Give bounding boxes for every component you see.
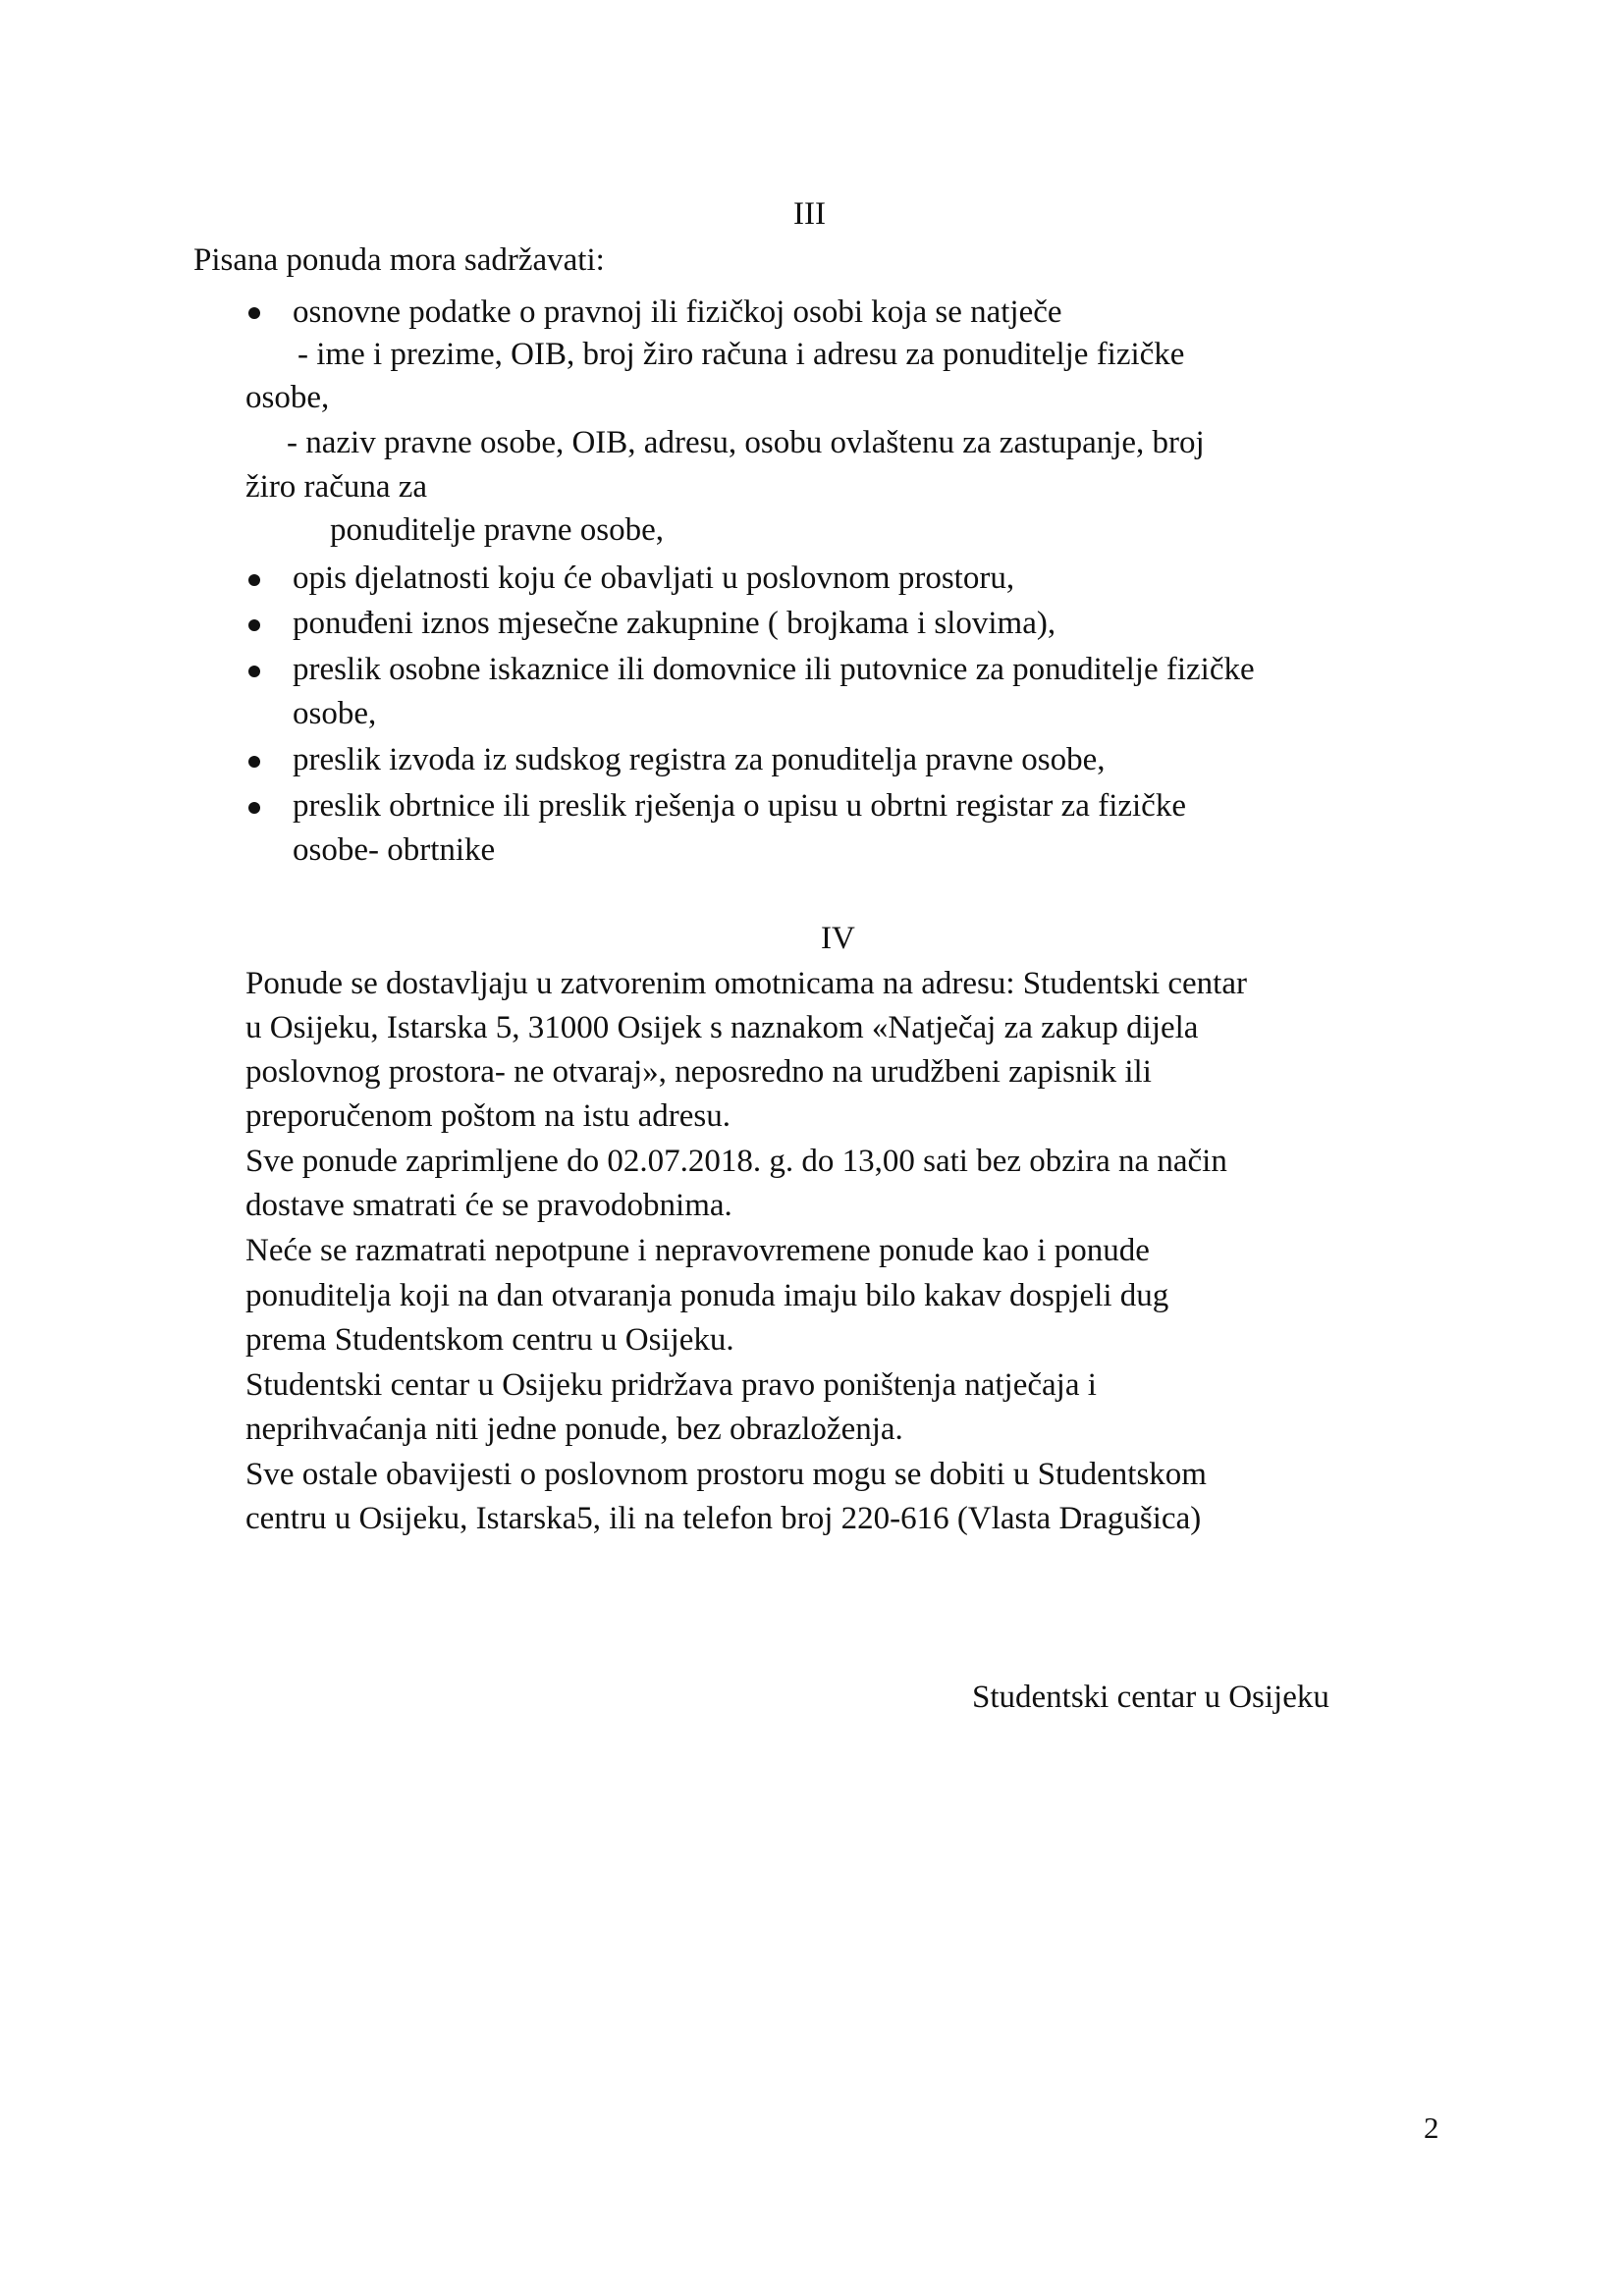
- paragraph-line: u Osijeku, Istarska 5, 31000 Osijek s naznakom «Natječaj za zakup dijela: [245, 1010, 1199, 1045]
- list-item: osnovne podatke o pravnoj ili fizičkoj osobi koja se natječe: [293, 294, 1062, 330]
- list-item: ponuđeni iznos mjesečne zakupnine ( brojkama i slovima),: [293, 606, 1056, 641]
- section-intro: Pisana ponuda mora sadržavati:: [193, 242, 605, 278]
- list-subitem: - ime i prezime, OIB, broj žiro računa i adresu za ponuditelje fizičke: [298, 337, 1185, 372]
- paragraph-line: dostave smatrati će se pravodobnima.: [245, 1188, 732, 1223]
- list-subitem-continuation: osobe,: [245, 380, 330, 415]
- page-number: 2: [1424, 2110, 1439, 2145]
- paragraph-line: preporučenom poštom na istu adresu.: [245, 1098, 731, 1134]
- paragraph-line: Sve ponude zaprimljene do 02.07.2018. g. do 13,00 sati bez obzira na način: [245, 1144, 1227, 1179]
- list-subitem: - naziv pravne osobe, OIB, adresu, osobu ovlaštenu za zastupanje, broj: [287, 425, 1205, 460]
- paragraph-line: ponuditelja koji na dan otvaranja ponuda imaju bilo kakav dospjeli dug: [245, 1278, 1169, 1313]
- bullet-icon: [248, 666, 260, 677]
- list-item: opis djelatnosti koju će obavljati u poslovnom prostoru,: [293, 561, 1015, 596]
- paragraph-line: Neće se razmatrati nepotpune i nepravovremene ponude kao i ponude: [245, 1233, 1150, 1268]
- paragraph-line: Sve ostale obavijesti o poslovnom prostoru mogu se dobiti u Studentskom: [245, 1457, 1207, 1492]
- paragraph-line: Studentski centar u Osijeku pridržava pravo poništenja natječaja i: [245, 1367, 1097, 1403]
- list-subitem-continuation: žiro računa za: [245, 469, 428, 505]
- section-heading-iii: III: [793, 196, 826, 232]
- list-item-continuation: osobe,: [293, 696, 377, 731]
- list-subitem-continuation: ponuditelje pravne osobe,: [330, 512, 664, 548]
- list-item: preslik obrtnice ili preslik rješenja o upisu u obrtni registar za fizičke: [293, 788, 1186, 824]
- paragraph-line: neprihvaćanja niti jedne ponude, bez obrazloženja.: [245, 1412, 903, 1447]
- list-item: preslik izvoda iz sudskog registra za ponuditelja pravne osobe,: [293, 742, 1106, 777]
- bullet-icon: [248, 307, 260, 319]
- bullet-icon: [248, 756, 260, 768]
- paragraph-line: prema Studentskom centru u Osijeku.: [245, 1322, 734, 1358]
- paragraph-line: Ponude se dostavljaju u zatvorenim omotnicama na adresu: Studentski centar: [245, 966, 1247, 1001]
- list-item-continuation: osobe- obrtnike: [293, 832, 496, 868]
- list-item: preslik osobne iskaznice ili domovnice ili putovnice za ponuditelje fizičke: [293, 652, 1255, 687]
- bullet-icon: [248, 802, 260, 814]
- signature: Studentski centar u Osijeku: [972, 1680, 1329, 1715]
- paragraph-line: poslovnog prostora- ne otvaraj», neposredno na urudžbeni zapisnik ili: [245, 1054, 1152, 1090]
- section-heading-iv: IV: [821, 921, 855, 956]
- paragraph-line: centru u Osijeku, Istarska5, ili na telefon broj 220-616 (Vlasta Dragušica): [245, 1501, 1202, 1536]
- bullet-icon: [248, 574, 260, 586]
- bullet-icon: [248, 619, 260, 631]
